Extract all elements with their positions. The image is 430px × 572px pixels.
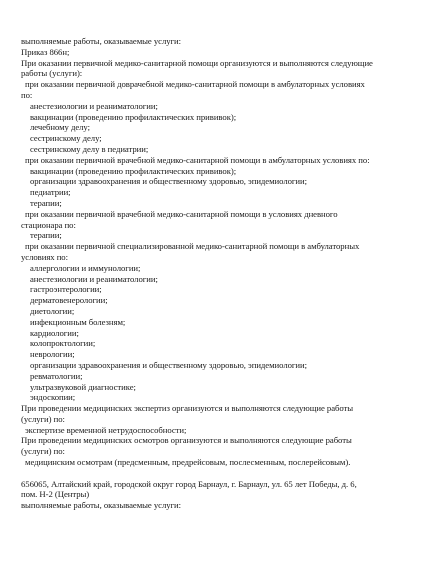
- blank-line: [21, 468, 421, 479]
- document-line: работы (услуги):: [21, 68, 83, 79]
- document-line: колопроктологии;: [30, 338, 96, 349]
- document-line: При оказании первичной медико-санитарной помощи организуются и выполняются следующие: [21, 57, 373, 68]
- document-line: гастроэнтерологии;: [30, 284, 102, 295]
- document-line: при оказании первичной врачебной медико-санитарной помощи в условиях дневного: [25, 208, 338, 219]
- document-line: организации здравоохранения и общественному здоровью, эпидемиологии;: [30, 176, 307, 187]
- document-line: (услуги) по:: [21, 446, 65, 457]
- document-text: [21, 36, 421, 511]
- document-line: кардиологии;: [30, 327, 79, 338]
- document-line: по:: [21, 89, 33, 100]
- document-line: дерматовенерологии;: [30, 295, 108, 306]
- document-line: аллергологии и иммунологии;: [30, 262, 141, 273]
- document-line: (услуги) по:: [21, 413, 65, 424]
- document-line: При проведении медицинских осмотров организуются и выполняются следующие работы: [21, 435, 352, 446]
- document-line: вакцинации (проведению профилактических прививок);: [30, 111, 237, 122]
- document-line: терапии;: [30, 197, 62, 208]
- document-line: эндоскопии;: [30, 392, 76, 403]
- document-line: условиях по:: [21, 251, 68, 262]
- document-line: анестезиологии и реаниматологии;: [30, 100, 158, 111]
- document-line: медицинским осмотрам (предсменным, предрейсовым, послесменным, послерейсовым).: [25, 457, 351, 468]
- document-line: при оказании первичной врачебной медико-санитарной помощи в амбулаторных условиях по:: [25, 154, 370, 165]
- document-line: 656065, Алтайский край, городской округ город Барнаул, г. Барнаул, ул. 65 лет Победы, д. 6,: [21, 478, 357, 489]
- document-line: сестринскому делу в педиатрии;: [30, 143, 149, 154]
- document-line: терапии;: [30, 230, 62, 241]
- document-line: при оказании первичной специализированной медико-санитарной помощи в амбулаторных: [25, 241, 360, 252]
- document-line: пом. Н-2 (Центры): [21, 489, 90, 500]
- document-line: экспертизе временной нетрудоспособности;: [25, 424, 187, 435]
- document-line: лечебному делу;: [30, 122, 90, 133]
- document-line: педиатрии;: [30, 187, 71, 198]
- document-line: при оказании первичной доврачебной медико-санитарной помощи в амбулаторных условиях: [25, 79, 365, 90]
- document-line: диетологии;: [30, 305, 75, 316]
- document-line: ревматологии;: [30, 370, 83, 381]
- document-line: ультразвуковой диагностике;: [30, 381, 136, 392]
- document-line: инфекционным болезням;: [30, 316, 126, 327]
- document-line: анестезиологии и реаниматологии;: [30, 273, 158, 284]
- document-line: вакцинации (проведению профилактических прививок);: [30, 165, 237, 176]
- document-line: Приказ 866н;: [21, 46, 70, 57]
- document-line: При проведении медицинских экспертиз организуются и выполняются следующие работы: [21, 403, 354, 414]
- document-line: выполняемые работы, оказываемые услуги:: [21, 36, 182, 46]
- document-line: сестринскому делу;: [30, 133, 102, 144]
- document-line: стационара по:: [21, 219, 76, 230]
- document-line: выполняемые работы, оказываемые услуги:: [21, 500, 182, 511]
- document-line: неврологии;: [30, 349, 75, 360]
- document-line: организации здравоохранения и общественному здоровью, эпидемиологии;: [30, 359, 307, 370]
